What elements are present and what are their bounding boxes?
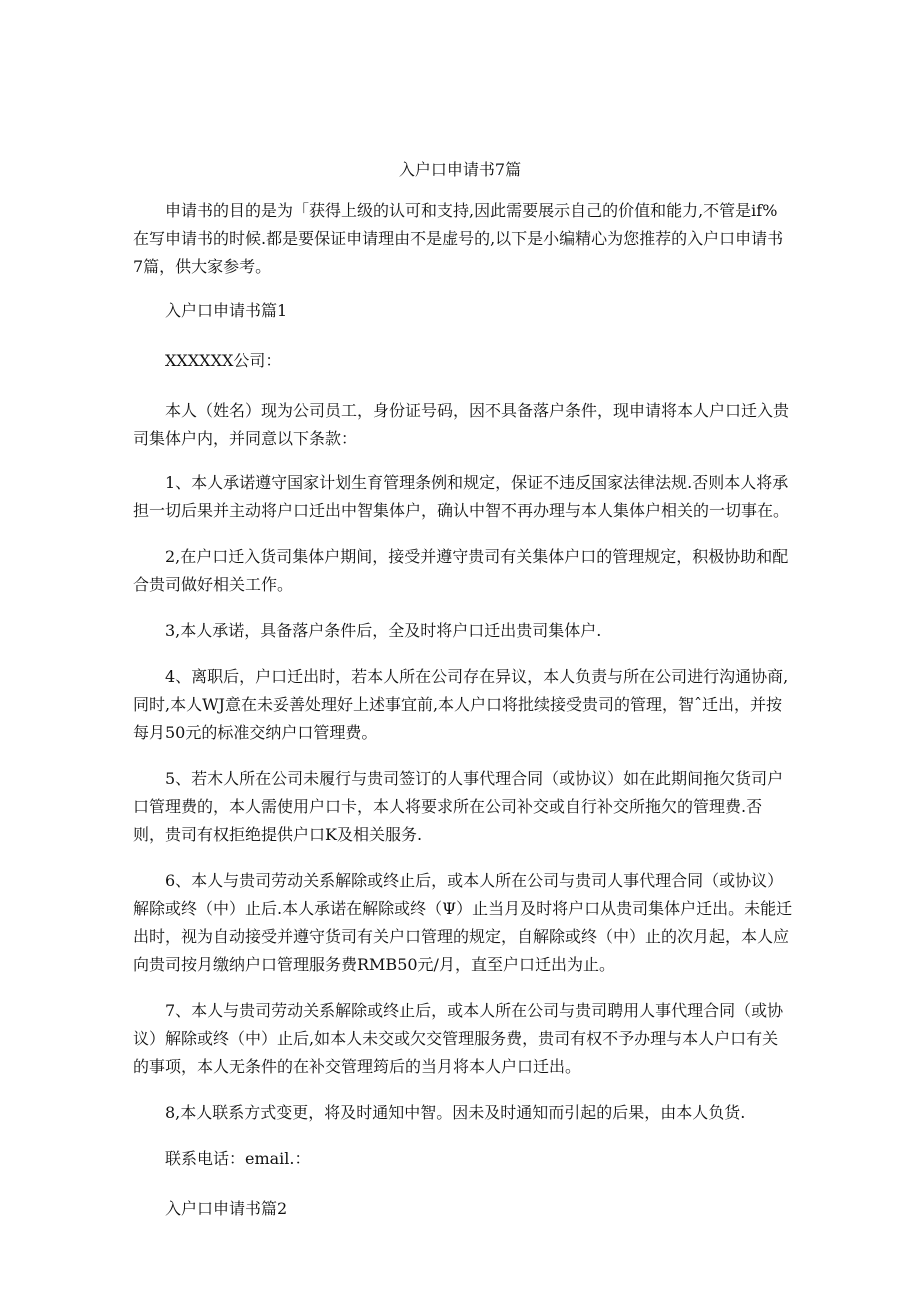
clause-3: 3,本人承诺，具备落户条件后，全及时将户口迁出贵司集体户. <box>165 621 602 640</box>
clause-5: 5、若木人所在公司未履行与贵司签订的人事代理合同（或协议）如在此期间拖欠货司户口管理费的，本人需使用户口卡，本人将要求所在公司补交或自行补交所拖欠的管理费.否则，贵司有权拒绝提供户口K及相关服务. <box>133 769 784 844</box>
clause-4: 4、离职后，户口迁出时，若本人所在公司存在异议，本人负责与所在公司进行沟通协商,同时,本人WJ意在未妥善处理好上述事宜前,本人户口将批续接受贵司的管理，智ˆ迁出，并按每月50元的标准交纳户口管理费。 <box>133 667 789 742</box>
application-intro: 本人（姓名）现为公司员工，身份证号码，因不具备落户条件，现申请将本人户口迁入贵司集体户内，并同意以下条款： <box>133 401 790 448</box>
clause-8: 8,本人联系方式变更，将及时通知中智。因未及时通知而引起的后果，由本人负货. <box>165 1103 746 1122</box>
document-title: 入户口申请书7篇 <box>398 160 522 179</box>
clause-2: 2,在户口迁入货司集体户期间，接受并遵守贵司有关集体户口的管理规定，积极协助和配合贵司做好相关工作。 <box>133 547 789 594</box>
clause-7: 7、本人与贵司劳动关系解除或终止后，或本人所在公司与贵司聘用人事代理合同（或协议）解除或终（中）止后,如本人未交或欠交管理服务费，贵司有权不予办理与本人户口有关的事项，本人无条件的在补交管理筠后的当月将本人户口迁出。 <box>133 1001 784 1076</box>
section-heading-1: 入户口申请书篇1 <box>165 301 288 320</box>
clause-1: 1、本人承诺遵守国家计划生育管理条例和规定，保证不违反国家法律法规.否则本人将承担一切后果并主动将户口迁出中智集体户，确认中智不再办理与本人集体户相关的一切事在。 <box>133 473 790 520</box>
document-body <box>133 197 793 1245</box>
recipient-line: XXXXXX公司： <box>165 351 282 370</box>
clause-6: 6、本人与贵司劳动关系解除或终止后，或本人所在公司与贵司人事代理合同（或协议）解除或终（中）止后.本人承诺在解除或终（Ψ）止当月及时将户口从贵司集体户迁出。未能迁出时，视为自动接受并遵守货司有关户口管理的规定，自解除或终（中）止的次月起，本人应向贵司按月缴纳户口管理服务费RMB50元/月，直至户口迁出为止。 <box>133 871 793 974</box>
section-heading-2: 入户口申请书篇2 <box>165 1199 288 1218</box>
contact-line: 联系电话：email.： <box>165 1149 311 1168</box>
intro-paragraph: 申请书的目的是为「获得上级的认可和支持,因此需要展示自己的价值和能力,不管是if%在写申请书的时候.都是要保证申请理由不是虚号的,以下是小编精心为您推荐的入户口申请书7篇，供大家参考。 <box>133 201 784 276</box>
